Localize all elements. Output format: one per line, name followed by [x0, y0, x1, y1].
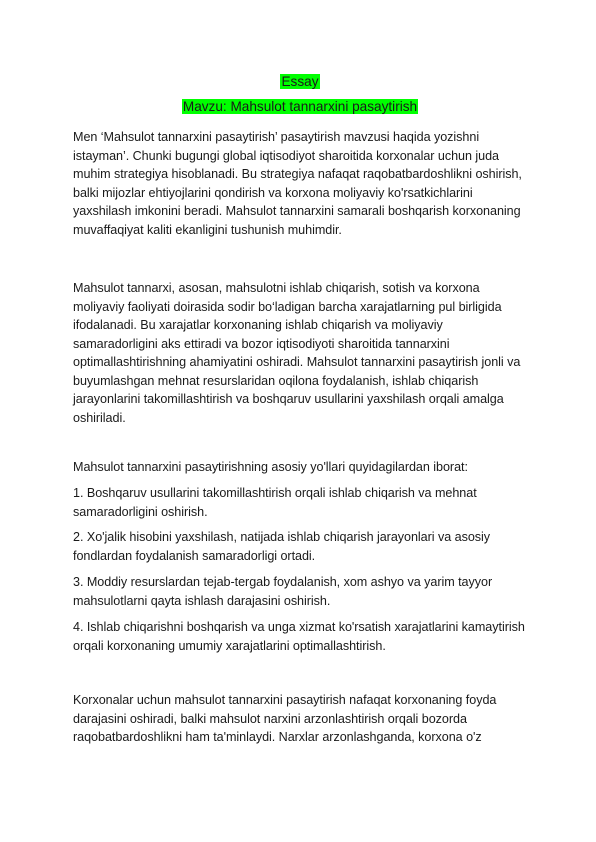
list-item-3: 3. Moddiy resurslardan tejab-tergab foydalanish, xom ashyo va yarim tayyor mahsulotlarni qayta ishlash darajasini oshirish. [73, 575, 493, 608]
list-item-4: 4. Ishlab chiqarishni boshqarish va unga xizmat ko'rsatish xarajatlarini kamaytirish orqali korxonaning umumiy xarajatlarini optimallashtirish. [73, 620, 525, 653]
paragraph-list-intro: Mahsulot tannarxini pasaytirishning asosiy yo'llari quyidagilardan iborat: [73, 460, 468, 474]
topic-title [2, 98, 596, 116]
essay-title-text: Essay [281, 74, 319, 89]
essay-title [2, 73, 596, 91]
list-item-1: 1. Boshqaruv usullarini takomillashtirish orqali ishlab chiqarish va mehnat samaradorligini oshirish. [73, 486, 477, 519]
paragraph-intro: Men ‘Mahsulot tannarxini pasaytirish’ pasaytirish mavzusi haqida yozishni istayman’. Chunki bugungi global iqtisodiyot sharoitida korxonalar uchun juda muhim strategiya hisoblanadi. Bu strategiya nafaqat raqobatbardoshlikni oshirish, balki mijozlar ehtiyojlarini qondirish va korxona moliyaviy ko'rsatkichlarini yaxshilash imkonini beradi. Mahsulot tannarxini samarali boshqarish korxonaning muvaffaqiyat kaliti ekanligini tushunish muhimdir. [73, 130, 522, 237]
paragraph-conclusion: Korxonalar uchun mahsulot tannarxini pasaytirish nafaqat korxonaning foyda darajasini oshiradi, balki mahsulot narxini arzonlashtirish orqali bozorda raqobatbardoshlikni ham ta'minlaydi. Narxlar arzonlashganda, korxona o'z [73, 693, 497, 744]
list-item-2: 2. Xo'jalik hisobini yaxshilash, natijada ishlab chiqarish jarayonlari va asosiy fondlardan foydalanish samaradorligi ortadi. [73, 530, 491, 563]
topic-title-text: Mavzu: Mahsulot tannarxini pasaytirish [182, 99, 418, 114]
paragraph-definition: Mahsulot tannarxi, asosan, mahsulotni ishlab chiqarish, sotish va korxona moliyaviy faoliyati doirasida sodir bo‘ladigan barcha xarajatlarning pul birligida ifodalanadi. Bu xarajatlar korxonaning ishlab chiqarish va moliyaviy samaradorligini aks ettiradi va bozor iqtisodiyoti sharoitida tannarxini optimallashtirishning ahamiyatini oshiradi. Mahsulot tannarxini pasaytirish jonli va buyumlashgan mehnat resurslaridan oqilona foydalanish, ishlab chiqarish jarayonlarini takomillashtirish va boshqaruv usullarini yaxshilash orqali amalga oshiriladi. [73, 281, 521, 425]
